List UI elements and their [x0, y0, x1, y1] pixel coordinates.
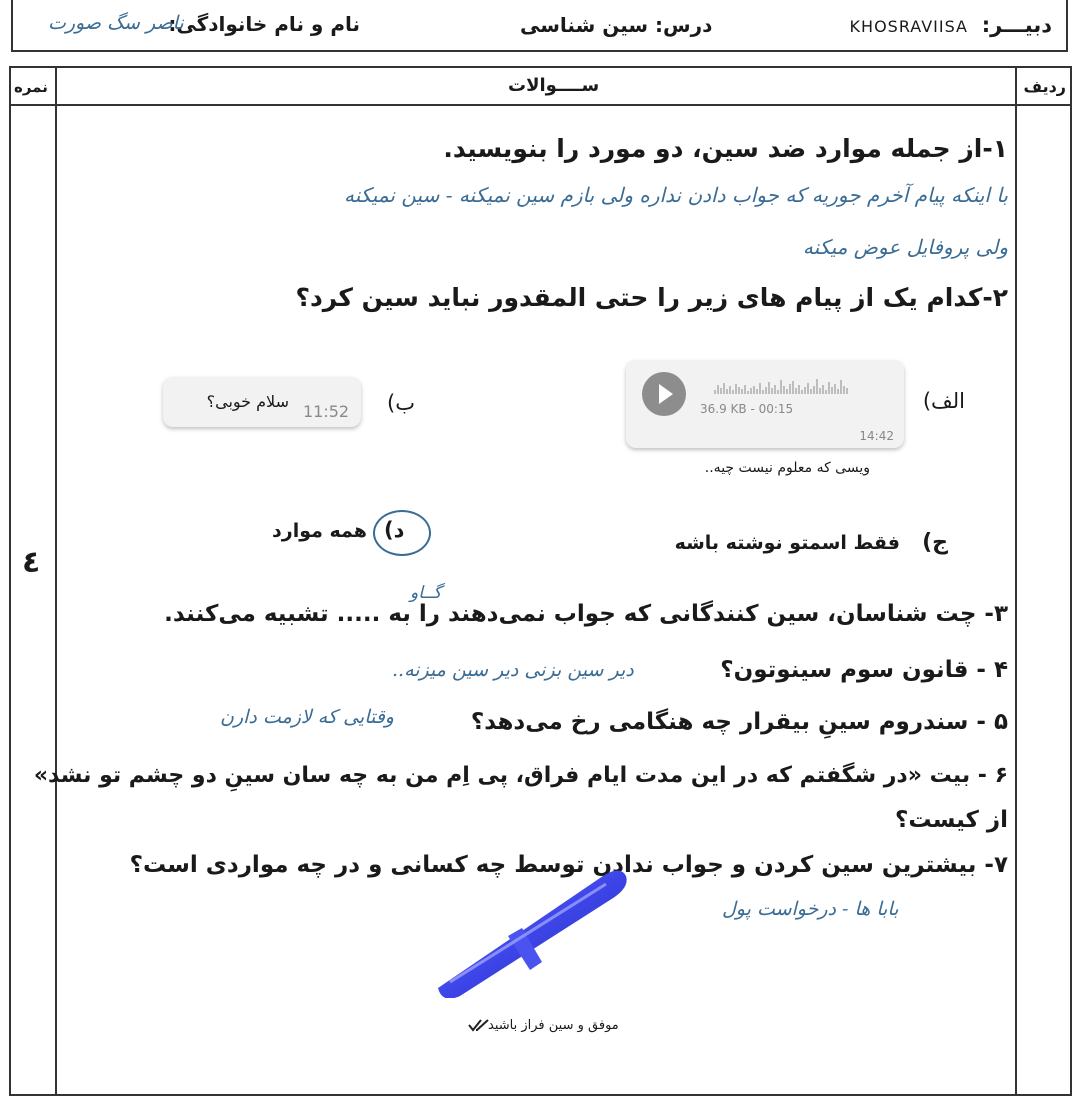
footer-wish: موفق و سین فراز باشید — [488, 1018, 619, 1033]
voice-caption: ویسی که معلوم نیست چیه.. — [704, 460, 870, 476]
option-c-text: فقط اسمتو نوشته باشه — [674, 532, 900, 554]
answer-7: بابا ها - درخواست پول — [722, 898, 899, 920]
question-3: ۳- چت شناسان، سین کنندگانی که جواب نمی‌دهند را به ..... تشبیه می‌کنند. — [164, 601, 1008, 627]
student-label: نام و نام خانوادگی: — [168, 12, 360, 36]
teacher-name: KHOSRAVIISA — [849, 17, 968, 36]
col-header-questions: ســــوالات — [508, 75, 600, 96]
col-header-score: نمره — [14, 78, 48, 96]
text-message-bubble — [163, 377, 361, 427]
question-1: ۱-از جمله موارد ضد سین، دو مورد را بنویسید. — [443, 134, 1008, 163]
answer-5: وقتایی که لازمت دارن — [220, 706, 394, 728]
question-2: ۲-کدام یک از پیام های زیر را حتی المقدور نباید سین کرد؟ — [295, 283, 1008, 312]
play-icon[interactable] — [642, 372, 686, 416]
col-header-row: ردیف — [1023, 77, 1066, 96]
voice-size-duration: 36.9 KB - 00:15 — [700, 402, 794, 416]
option-c-label: ج) — [922, 530, 948, 555]
pen-cap-icon — [430, 858, 640, 998]
waveform — [714, 375, 894, 395]
answer-1-line-1: با اینکه پیام آخرم جوریه که جواب دادن نداره ولی بازم سین نمیکنه - سین نمیکنه — [344, 183, 1008, 207]
voice-message-bubble — [626, 360, 904, 448]
answer-1-line-2: ولی پروفایل عوض میکنه — [802, 235, 1008, 259]
question-4: ۴ - قانون سوم سینوتون؟ — [720, 657, 1008, 683]
option-d-label: د) — [384, 518, 405, 542]
subject-label: درس: سین شناسی — [520, 13, 713, 37]
double-check-icon — [468, 1018, 490, 1032]
option-a-label: الف) — [922, 389, 965, 413]
option-d-text: همه موارد — [272, 520, 367, 542]
answer-4: دیر سین بزنی دیر سین میزنه.. — [392, 659, 634, 681]
teacher-label: دبیـــر: — [981, 13, 1052, 37]
score-value: ٤ — [22, 545, 41, 580]
voice-timestamp: 14:42 — [859, 429, 894, 443]
message-text: سلام خوبی؟ — [206, 392, 289, 411]
student-name-handwritten: ناصر سگ‌ صورت — [48, 12, 184, 34]
question-6-line-1: ۶ - بیت «در شگفتم که در این مدت ایام فراق، پی اِم من به چه سان سینِ دو چشم تو نشد» — [33, 763, 1008, 788]
message-timestamp: 11:52 — [303, 402, 350, 421]
question-7: ۷- بیشترین سین کردن و جواب ندادن توسط چه کسانی و در چه مواردی است؟ — [129, 852, 1008, 878]
answer-3: گــاو — [410, 583, 442, 603]
question-6-line-2: از کیست؟ — [895, 807, 1008, 833]
option-b-label: ب) — [387, 391, 415, 415]
question-5: ۵ - سندروم سینِ بیقرار چه هنگامی رخ می‌دهد؟ — [470, 709, 1008, 735]
